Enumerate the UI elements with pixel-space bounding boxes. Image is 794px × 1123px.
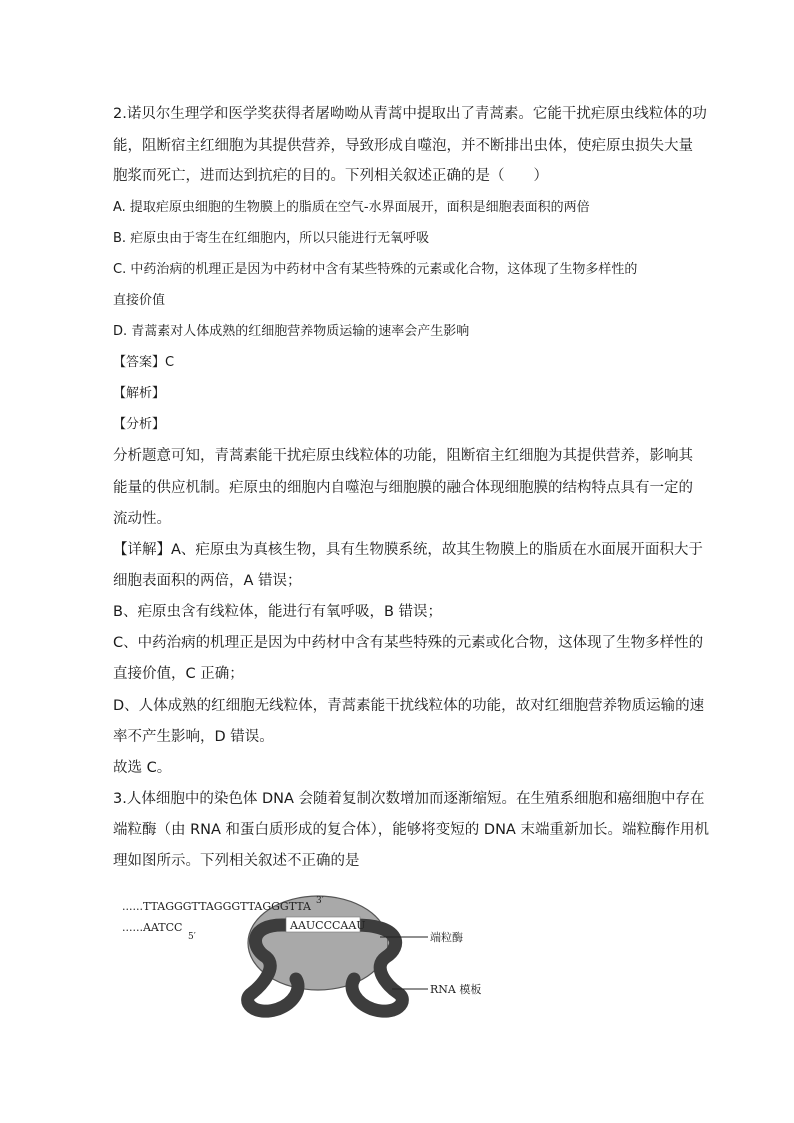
q2-detail-line-4: C、中药治病的机理正是因为中药材中含有某些特殊的元素或化合物，这体现了生物多样性的 [113,635,704,651]
dna-3-prime-end: 3′ [316,896,324,906]
q2-analysis-line-2: 能量的供应机制。疟原虫的细胞内自噬泡与细胞膜的融合体现细胞膜的结构特点具有一定的 [113,480,693,496]
q2-option-b: B. 疟原虫由于寄生在红细胞内，所以只能进行无氧呼吸 [113,231,430,246]
q2-analysis-line-1: 分析题意可知，青蒿素能干扰疟原虫线粒体的功能，阻断宿主红细胞为其提供营养，影响其 [113,448,693,464]
q2-detail-line-5: 直接价值，C 正确； [113,666,244,682]
q2-option-c-cont: 直接价值 [113,293,166,308]
q2-stem-line-2: 能，阻断宿主红细胞为其提供营养，导致形成自噬泡，并不断排出虫体，使疟原虫损失大量 [113,138,693,154]
q2-option-d: D. 青蒿素对人体成熟的红细胞营养物质运输的速率会产生影响 [113,324,470,339]
q2-conclusion: 故选 C。 [113,760,172,776]
q2-detail-line-1: 【详解】A、疟原虫为真核生物，具有生物膜系统，故其生物膜上的脂质在水面展开面积大于 [113,542,703,558]
q2-fenxi-heading: 【分析】 [113,417,166,432]
q2-stem-line-3: 胞浆而死亡，进而达到抗疟的目的。下列相关叙述正确的是（ ） [113,168,548,184]
q2-detail-line-3: B、疟原虫含有线粒体，能进行有氧呼吸，B 错误； [113,604,443,620]
q3-stem-line-3: 理如图所示。下列相关叙述不正确的是 [113,853,360,869]
q2-jiexi-heading: 【解析】 [113,386,166,401]
dna-bottom-strand: ......AATCC [122,921,183,934]
q2-stem-line-1: 2.诺贝尔生理学和医学奖获得者屠呦呦从青蒿中提取出了青蒿素。它能干扰疟原虫线粒体的功 [113,106,707,122]
q2-option-c: C. 中药治病的机理正是因为中药材中含有某些特殊的元素或化合物，这体现了生物多样性的 [113,262,638,277]
q2-detail-line-7: 率不产生影响，D 错误。 [113,729,274,745]
q2-option-a: A. 提取疟原虫细胞的生物膜上的脂质在空气-水界面展开，面积是细胞表面积的两倍 [113,200,590,215]
label-telomerase: 端粒酶 [430,931,463,944]
q3-stem-line-2: 端粒酶（由 RNA 和蛋白质形成的复合体），能够将变短的 DNA 末端重新加长。端粒酶作用机 [113,822,709,838]
q3-stem-line-1: 3.人体细胞中的染色体 DNA 会随着复制次数增加而逐渐缩短。在生殖系细胞和癌细胞中存在 [113,791,705,807]
telomerase-diagram [110,885,530,1020]
q2-answer: 【答案】C [113,355,175,370]
rna-sequence-label: AAUCCCAAU [290,919,366,932]
q2-analysis-line-3: 流动性。 [113,511,171,527]
dna-top-strand: ......TTAGGGTTAGGGTTAGGGTTA [122,900,311,913]
label-rna-template: RNA 模板 [430,983,482,996]
q2-detail-line-6: D、人体成熟的红细胞无线粒体，青蒿素能干扰线粒体的功能，故对红细胞营养物质运输的速 [113,698,705,714]
q2-detail-line-2: 细胞表面积的两倍，A 错误； [113,573,302,589]
dna-5-prime-end: 5′ [188,932,196,942]
